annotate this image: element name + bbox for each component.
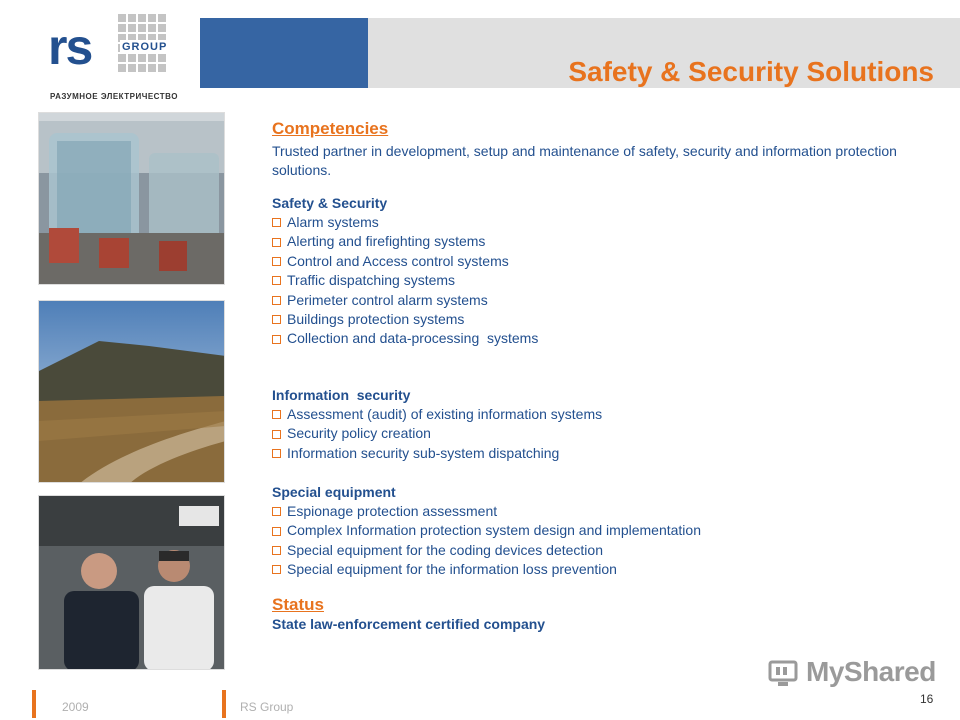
checkbox-bullet-icon [272, 449, 281, 458]
list-item: Special equipment for the coding devices detection [272, 541, 701, 560]
logo-tagline: РАЗУМНОЕ ЭЛЕКТРИЧЕСТВО [50, 92, 178, 101]
myshared-logo-icon [768, 658, 802, 688]
checkbox-bullet-icon [272, 546, 281, 555]
logo-group-text: GROUP [122, 41, 168, 53]
footer-accent-bar [222, 690, 226, 718]
list-item: Complex Information protection system design and implementation [272, 521, 701, 540]
status-heading: Status [272, 595, 324, 614]
status-section [272, 594, 545, 632]
slide-title: Safety & Security Solutions [568, 56, 934, 87]
header-gray-band [368, 18, 960, 88]
header-blue-block [200, 18, 368, 88]
list-item: Control and Access control systems [272, 252, 538, 271]
footer-accent-bar [32, 690, 36, 718]
list-item: Espionage protection assessment [272, 502, 701, 521]
list-item: Alerting and firefighting systems [272, 232, 538, 251]
group-title: Information security [272, 387, 411, 403]
checkbox-bullet-icon [272, 565, 281, 574]
list-item: Assessment (audit) of existing information systems [272, 405, 602, 424]
checkbox-bullet-icon [272, 410, 281, 419]
checkbox-bullet-icon [272, 315, 281, 324]
checkbox-bullet-icon [272, 218, 281, 227]
photo-perimeter-road [38, 300, 225, 483]
group-title: Special equipment [272, 484, 396, 500]
checkbox-bullet-icon [272, 527, 281, 536]
checkbox-bullet-icon [272, 238, 281, 247]
competencies-intro: Trusted partner in development, setup and maintenance of safety, security and information protection solutions. [272, 143, 897, 178]
list-item: Alarm systems [272, 213, 538, 232]
checkbox-bullet-icon [272, 257, 281, 266]
list-item: Special equipment for the information loss prevention [272, 560, 701, 579]
group-title: Safety & Security [272, 195, 388, 211]
logo-rs-text: rs [48, 19, 92, 75]
checkbox-bullet-icon [272, 276, 281, 285]
group-special-equipment [272, 483, 701, 580]
group-safety-security [272, 194, 538, 349]
list-item: Buildings protection systems [272, 310, 538, 329]
photo-access-turnstiles [38, 112, 225, 285]
footer-year: 2009 [62, 700, 89, 714]
footer-company: RS Group [240, 700, 294, 714]
competencies-section [272, 118, 922, 180]
myshared-watermark: MyShared [806, 656, 936, 687]
photo-security-check [38, 495, 225, 670]
page-number: 16 [920, 692, 934, 706]
list-item: Perimeter control alarm systems [272, 291, 538, 310]
list-item: Security policy creation [272, 424, 602, 443]
list-item: Collection and data-processing systems [272, 329, 538, 348]
checkbox-bullet-icon [272, 296, 281, 305]
list-item: Traffic dispatching systems [272, 271, 538, 290]
list-item: Information security sub-system dispatching [272, 444, 602, 463]
competencies-heading: Competencies [272, 119, 389, 138]
checkbox-bullet-icon [272, 430, 281, 439]
checkbox-bullet-icon [272, 507, 281, 516]
status-text: State law-enforcement certified company [272, 616, 546, 632]
checkbox-bullet-icon [272, 335, 281, 344]
group-information-security [272, 386, 602, 463]
